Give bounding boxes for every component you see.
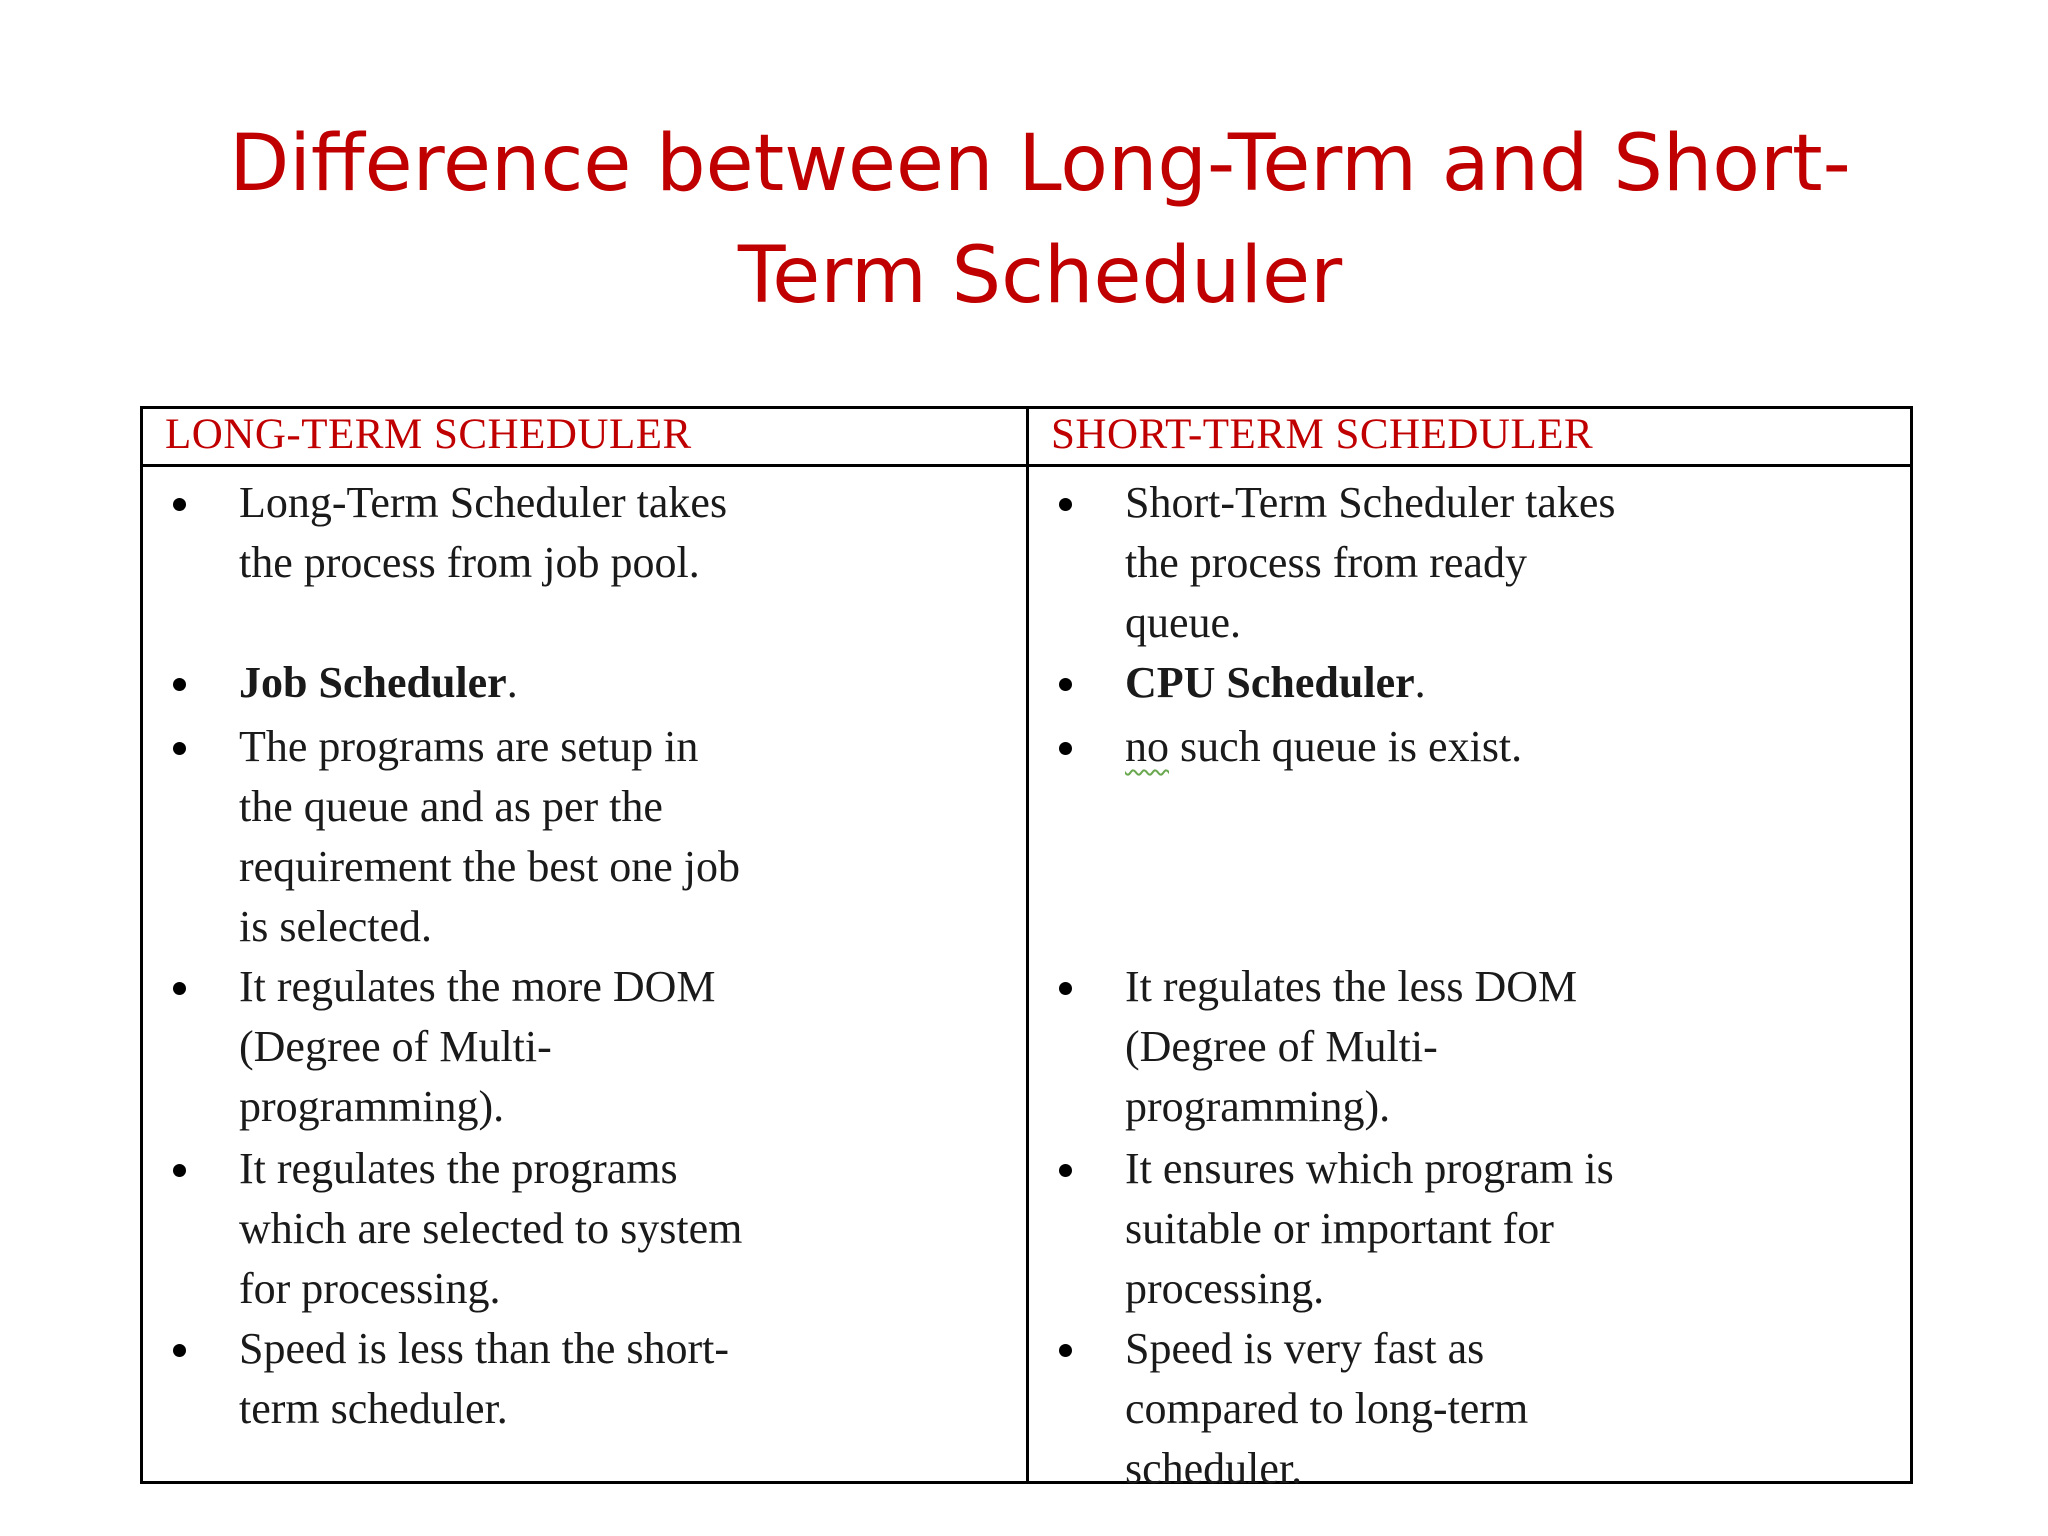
body-row bbox=[142, 466, 1912, 1483]
short-term-item-3 bbox=[1125, 717, 1900, 777]
line: Short-Term Scheduler takes bbox=[1125, 478, 1616, 527]
bullet-icon bbox=[1059, 717, 1073, 777]
bullet-icon bbox=[1059, 473, 1073, 533]
long-term-item-4 bbox=[239, 957, 1016, 1137]
line: It regulates the less DOM bbox=[1125, 962, 1578, 1011]
line: Speed is very fast as bbox=[1125, 1324, 1485, 1373]
bullet-icon bbox=[173, 653, 187, 713]
short-term-cell bbox=[1028, 466, 1912, 1493]
bullet-icon bbox=[173, 473, 187, 533]
bullet-icon bbox=[1059, 653, 1073, 713]
bullet-icon bbox=[1059, 1319, 1073, 1379]
line: Speed is less than the short- bbox=[239, 1324, 730, 1373]
bullet-icon bbox=[173, 957, 187, 1017]
slide-title bbox=[180, 108, 1900, 332]
line: The programs are setup in bbox=[239, 722, 699, 771]
long-term-item-6 bbox=[239, 1319, 1016, 1439]
line: which are selected to system bbox=[239, 1204, 743, 1253]
line: suitable or important for bbox=[1125, 1204, 1554, 1253]
bullet-icon bbox=[1059, 1139, 1073, 1199]
bullet-icon bbox=[173, 1139, 187, 1199]
long-term-item-1 bbox=[239, 473, 1016, 593]
title-line: Difference between Long-Term and Short- bbox=[229, 119, 1851, 209]
line: (Degree of Multi- bbox=[239, 1022, 552, 1071]
line: requirement the best one job bbox=[239, 842, 740, 891]
spellcheck-underlined-word: no bbox=[1125, 722, 1169, 771]
short-term-item-5 bbox=[1125, 1139, 1900, 1319]
line: scheduler. bbox=[1125, 1444, 1303, 1493]
line: . bbox=[506, 658, 518, 707]
short-term-item-2 bbox=[1125, 653, 1900, 713]
header-row bbox=[142, 408, 1912, 466]
bullet-icon bbox=[173, 1319, 187, 1379]
line: compared to long-term bbox=[1125, 1384, 1529, 1433]
bold-text: CPU Scheduler bbox=[1125, 658, 1415, 707]
line: It ensures which program is bbox=[1125, 1144, 1614, 1193]
line: (Degree of Multi- bbox=[1125, 1022, 1438, 1071]
header-short-term: SHORT-TERM SCHEDULER bbox=[1028, 408, 1912, 466]
short-term-item-4 bbox=[1125, 957, 1900, 1137]
line: Long-Term Scheduler takes bbox=[239, 478, 728, 527]
line: programming). bbox=[1125, 1082, 1391, 1131]
line: for processing. bbox=[239, 1264, 501, 1313]
long-term-item-5 bbox=[239, 1139, 1016, 1319]
line: It regulates the more DOM bbox=[239, 962, 716, 1011]
line: such queue is exist. bbox=[1169, 722, 1523, 771]
line: the process from ready bbox=[1125, 538, 1527, 587]
bullet-icon bbox=[1059, 957, 1073, 1017]
line: processing. bbox=[1125, 1264, 1325, 1313]
line: the queue and as per the bbox=[239, 782, 663, 831]
line: queue. bbox=[1125, 598, 1242, 647]
comparison-table bbox=[140, 406, 1913, 1493]
long-term-item-3 bbox=[239, 717, 1016, 957]
long-term-item-2 bbox=[239, 653, 1016, 713]
bullet-icon bbox=[173, 717, 187, 777]
line: . bbox=[1414, 658, 1426, 707]
short-term-item-6 bbox=[1125, 1319, 1900, 1499]
line: term scheduler. bbox=[239, 1384, 508, 1433]
long-term-cell bbox=[142, 466, 1028, 1483]
title-line: Term Scheduler bbox=[737, 231, 1343, 321]
line: is selected. bbox=[239, 902, 433, 951]
short-term-item-1 bbox=[1125, 473, 1900, 653]
bold-text: Job Scheduler bbox=[239, 658, 507, 707]
line: It regulates the programs bbox=[239, 1144, 678, 1193]
line: the process from job pool. bbox=[239, 538, 700, 587]
header-long-term: LONG-TERM SCHEDULER bbox=[142, 408, 1028, 466]
line: programming). bbox=[239, 1082, 505, 1131]
